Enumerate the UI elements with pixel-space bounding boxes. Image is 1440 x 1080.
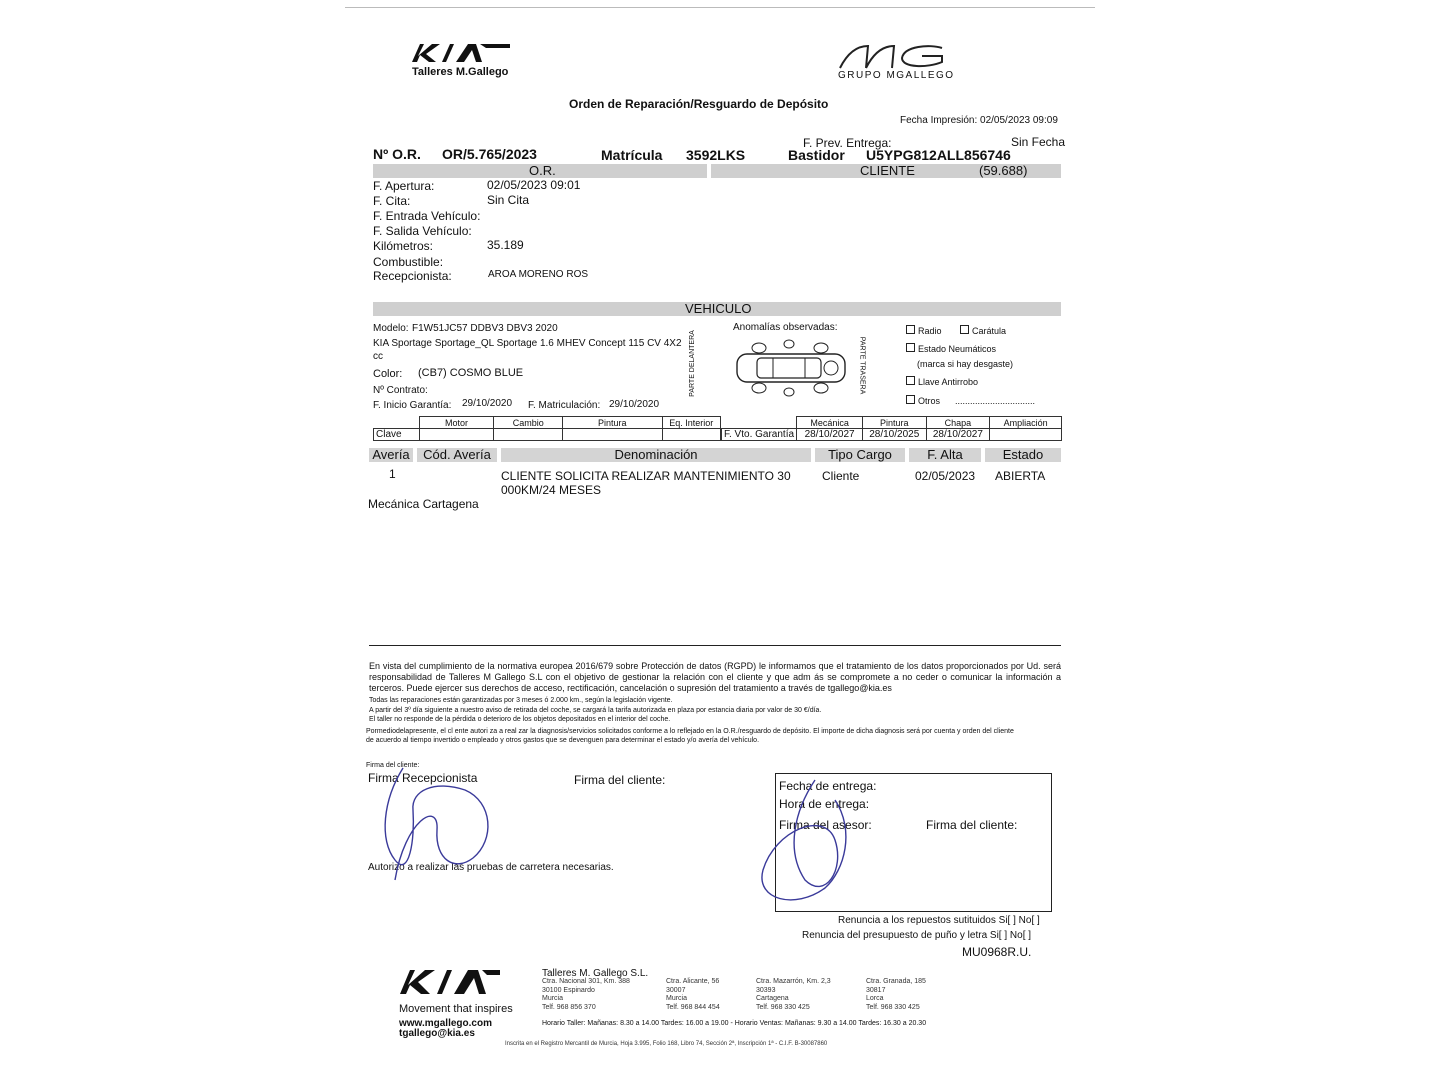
warranty-header-mecanica: Mecánica	[797, 417, 863, 429]
warranty-row-label: F. Vto. Garantía	[722, 429, 797, 441]
warranty-corner	[722, 417, 797, 429]
tyres-check[interactable]	[906, 343, 996, 354]
faults-header-date: F. Alta	[909, 448, 981, 462]
delivery-date-label: Fecha de entrega:	[779, 779, 877, 793]
exit-label: F. Salida Vehículo:	[373, 224, 472, 238]
keys-corner	[374, 417, 420, 429]
tyres-checkbox[interactable]	[906, 343, 915, 352]
kia-logo	[410, 42, 514, 64]
fuel-label: Combustible:	[373, 255, 444, 269]
legal-gdpr: En vista del cumplimiento de la normativa europea 2016/679 sobre Protección de datos (RGPD) le informamos que el tratamiento de los datos proporcionados por Ud. será responsabilidad de Talleres M Gallego S.L con el objetivo de gestionar la relación con el cliente y que adm ás se compromete a no ceder o comunicar la información a terceros. Puede ejercer sus derechos de acceso, rectificación, cancelación o supresión del tratamiento a través de tgallego@kia.es	[369, 661, 1061, 693]
legal-line-1: Todas las reparaciones están garantizadas por 3 meses ó 2.000 km., según la legislación vigente.	[369, 697, 673, 704]
antitheft-label: Llave Antirrobo	[918, 377, 979, 387]
vehicle-section-bar	[373, 302, 1061, 316]
top-border	[345, 7, 1095, 8]
registration-label: F. Matriculación:	[528, 400, 601, 411]
tyres-label: Estado Neumáticos	[918, 344, 997, 354]
footer-registry: Inscrita en el Registro Mercantil de Murcia, Hoja 3.995, Folio 168, Libro 74, Sección 2ª, Inscripción 1ª - C.I.F. B-30087860	[505, 1041, 828, 1047]
legal-line-3: El taller no responde de la pérdida o deterioro de los objetos depositados en el interior del coche.	[369, 716, 671, 723]
doc-title: Orden de Reparación/Resguardo de Depósito	[569, 97, 829, 111]
others-checkbox[interactable]	[906, 395, 915, 404]
footer-web[interactable]: www.mgallego.com	[399, 1018, 492, 1029]
advisor-signature	[755, 770, 875, 930]
mg-logo	[838, 42, 948, 70]
receptionist-value: AROA MORENO ROS	[488, 269, 589, 280]
footer-hours: Horario Taller: Mañanas: 8.30 a 14.00 Tardes: 16.00 a 19.00 - Horario Ventas: Mañanas: 9.30 a 14.00 Tardes: 16.30 a 20.30	[542, 1020, 927, 1027]
parts-waiver: Renuncia a los repuestos sutituidos Si[ ] No[ ]	[838, 915, 1040, 926]
faults-header-charge: Tipo Cargo	[815, 448, 905, 462]
car-diagram	[733, 338, 851, 398]
radio-check[interactable]	[906, 325, 942, 336]
client-sig-label: Firma del cliente:	[574, 773, 666, 787]
print-date: Fecha Impresión: 02/05/2023 09:09	[900, 115, 1058, 126]
plate-label: Matrícula	[601, 147, 663, 163]
footer-address-3: Ctra. Mazarrón, Km. 2,3 30393 Cartagena Telf. 968 330 425	[756, 978, 831, 1011]
anomalies-label: Anomalías observadas:	[733, 322, 838, 333]
client-section-title: CLIENTE	[860, 163, 915, 178]
client-sig2-label: Firma del cliente:	[926, 818, 1018, 832]
footer-address-2: Ctra. Alicante, 56 30007 Murcia Telf. 968 844 454	[666, 978, 720, 1011]
km-label: Kilómetros:	[373, 239, 434, 253]
model-label: Modelo:	[373, 323, 409, 334]
road-test-label: Autorizo a realizar las pruebas de carretera necesarias.	[368, 862, 614, 873]
tyres-note: (marca si hay desgaste)	[917, 359, 1014, 369]
receptionist-sig-label: Firma Recepcionista	[368, 771, 478, 785]
or-value: OR/5.765/2023	[442, 146, 537, 162]
vehicle-cc: cc	[373, 351, 383, 362]
rear-label: PARTE TRASERA	[858, 336, 866, 395]
keys-cell-interior	[662, 429, 720, 441]
receptionist-label: Recepcionista:	[373, 269, 452, 283]
antitheft-check[interactable]	[906, 376, 978, 387]
faceplate-checkbox[interactable]	[960, 325, 969, 334]
fault-num: 1	[389, 467, 396, 481]
faceplate-label: Carátula	[972, 326, 1007, 336]
appointment-value: Sin Cita	[487, 193, 530, 207]
legal-line-4: Pormediodelapresente, el cl ente autori za a real zar la diagnosis/servicios solicitados conforme a lo reflejado en la O.R./resguardo de depósito. El importe de dicha diagnosis será por cuenta y orden del cliente	[366, 728, 1014, 735]
fault-date: 02/05/2023	[915, 469, 976, 483]
keys-header-interior: Eq. Interior	[662, 417, 720, 429]
others-check[interactable]	[906, 395, 1035, 406]
footer-email[interactable]: tgallego@kia.es	[399, 1028, 475, 1039]
warranty-chapa: 28/10/2027	[926, 429, 990, 441]
warranty-header-chapa: Chapa	[926, 417, 990, 429]
keys-header-cambio: Cambio	[494, 417, 563, 429]
plate-value: 3592LKS	[686, 147, 746, 163]
warranty-ampliacion	[990, 429, 1062, 441]
keys-cell-motor	[419, 429, 494, 441]
quote-waiver: Renuncia del presupuesto de puño y letra Si[ ] No[ ]	[802, 930, 1032, 941]
radio-label: Radio	[918, 326, 942, 336]
faceplate-check[interactable]	[960, 325, 1006, 336]
or-label: Nº O.R.	[373, 146, 421, 162]
legal-line-5: de acuerdo al tiempo invertido o empleado y otros gastos que se devenguen para determinar el estado y/o avería del vehículo.	[366, 737, 760, 744]
ref-code: MU0968R.U.	[962, 945, 1032, 959]
fault-status: ABIERTA	[995, 469, 1046, 483]
others-label: Otros	[918, 396, 941, 406]
keys-header-pintura: Pintura	[563, 417, 662, 429]
fault-desc-line2: 000KM/24 MESES	[501, 483, 602, 497]
divider	[369, 645, 1061, 646]
keys-cell-cambio	[494, 429, 563, 441]
opening-value: 02/05/2023 09:01	[487, 178, 581, 192]
chassis-value: U5YPG812ALL856746	[866, 147, 1011, 163]
registration-value: 29/10/2020	[609, 399, 660, 410]
keys-header-motor: Motor	[419, 417, 494, 429]
faults-header-num: Avería	[369, 448, 413, 462]
opening-label: F. Apertura:	[373, 179, 435, 193]
antitheft-checkbox[interactable]	[906, 376, 915, 385]
keys-cell-pintura	[563, 429, 662, 441]
km-value: 35.189	[487, 238, 524, 252]
delivery-time-label: Hora de entrega:	[779, 797, 870, 811]
others-dots: ................................	[955, 396, 1036, 406]
appointment-label: F. Cita:	[373, 194, 411, 208]
warranty-header-ampliacion: Ampliación	[990, 417, 1062, 429]
client-sig-small: Firma del cliente:	[366, 762, 420, 769]
warranty-pintura: 28/10/2025	[862, 429, 926, 441]
or-section-bar	[373, 164, 707, 178]
prev-delivery-label: F. Prev. Entrega:	[803, 136, 892, 150]
receptionist-signature	[375, 760, 515, 890]
group-name: GRUPO MGALLEGO	[838, 70, 955, 81]
warranty-start-value: 29/10/2020	[462, 398, 513, 409]
faults-header-code: Cód. Avería	[417, 448, 497, 462]
keys-row-label: Clave	[374, 429, 420, 441]
footer-address-1: Ctra. Nacional 301, Km. 388 30100 Espinardo Murcia Telf. 968 856 370	[542, 978, 630, 1011]
footer-company: Talleres M. Gallego S.L.	[542, 968, 649, 979]
chassis-label: Bastidor	[788, 147, 845, 163]
radio-checkbox[interactable]	[906, 325, 915, 334]
warranty-start-label: F. Inicio Garantía:	[373, 400, 452, 411]
entry-label: F. Entrada Vehículo:	[373, 209, 481, 223]
legal-line-2: A partir del 3º día siguiente a nuestro aviso de retirada del coche, se cargará la tarifa autorizada en plaza por estancia diaria por valor de 30 €/día.	[369, 707, 822, 714]
front-label: PARTE DELANTERA	[688, 330, 696, 397]
color-value: (CB7) COSMO BLUE	[418, 367, 524, 379]
fault-charge: Cliente	[822, 469, 860, 483]
faults-header-status: Estado	[985, 448, 1061, 462]
footer-slogan: Movement that inspires	[399, 1003, 513, 1015]
vehicle-section-title: VEHICULO	[685, 301, 752, 316]
client-section-bar	[711, 164, 1061, 178]
dealer-name: Talleres M.Gallego	[412, 66, 509, 78]
footer-address-4: Ctra. Granada, 185 30817 Lorca Telf. 968 330 425	[866, 978, 926, 1011]
keys-table	[373, 416, 721, 441]
fault-desc-line1: CLIENTE SOLICITA REALIZAR MANTENIMIENTO 30	[501, 469, 791, 483]
advisor-sig-label: Firma del asesor:	[779, 818, 872, 832]
warranty-header-pintura: Pintura	[862, 417, 926, 429]
footer-kia-logo	[398, 968, 502, 996]
workshop-name: Mecánica Cartagena	[368, 497, 479, 511]
or-section-title: O.R.	[529, 163, 556, 178]
client-code: (59.688)	[979, 163, 1028, 178]
vehicle-description: KIA Sportage Sportage_QL Sportage 1.6 MHEV Concept 115 CV 4X2	[373, 338, 682, 349]
warranty-mecanica: 28/10/2027	[797, 429, 863, 441]
faults-header-desc: Denominación	[501, 448, 811, 462]
contract-label: Nº Contrato:	[373, 385, 428, 396]
model-value: F1W51JC57 DDBV3 DBV3 2020	[412, 323, 558, 334]
warranty-table	[721, 416, 1062, 441]
color-label: Color:	[373, 368, 403, 380]
prev-delivery-value: Sin Fecha	[1011, 135, 1066, 149]
